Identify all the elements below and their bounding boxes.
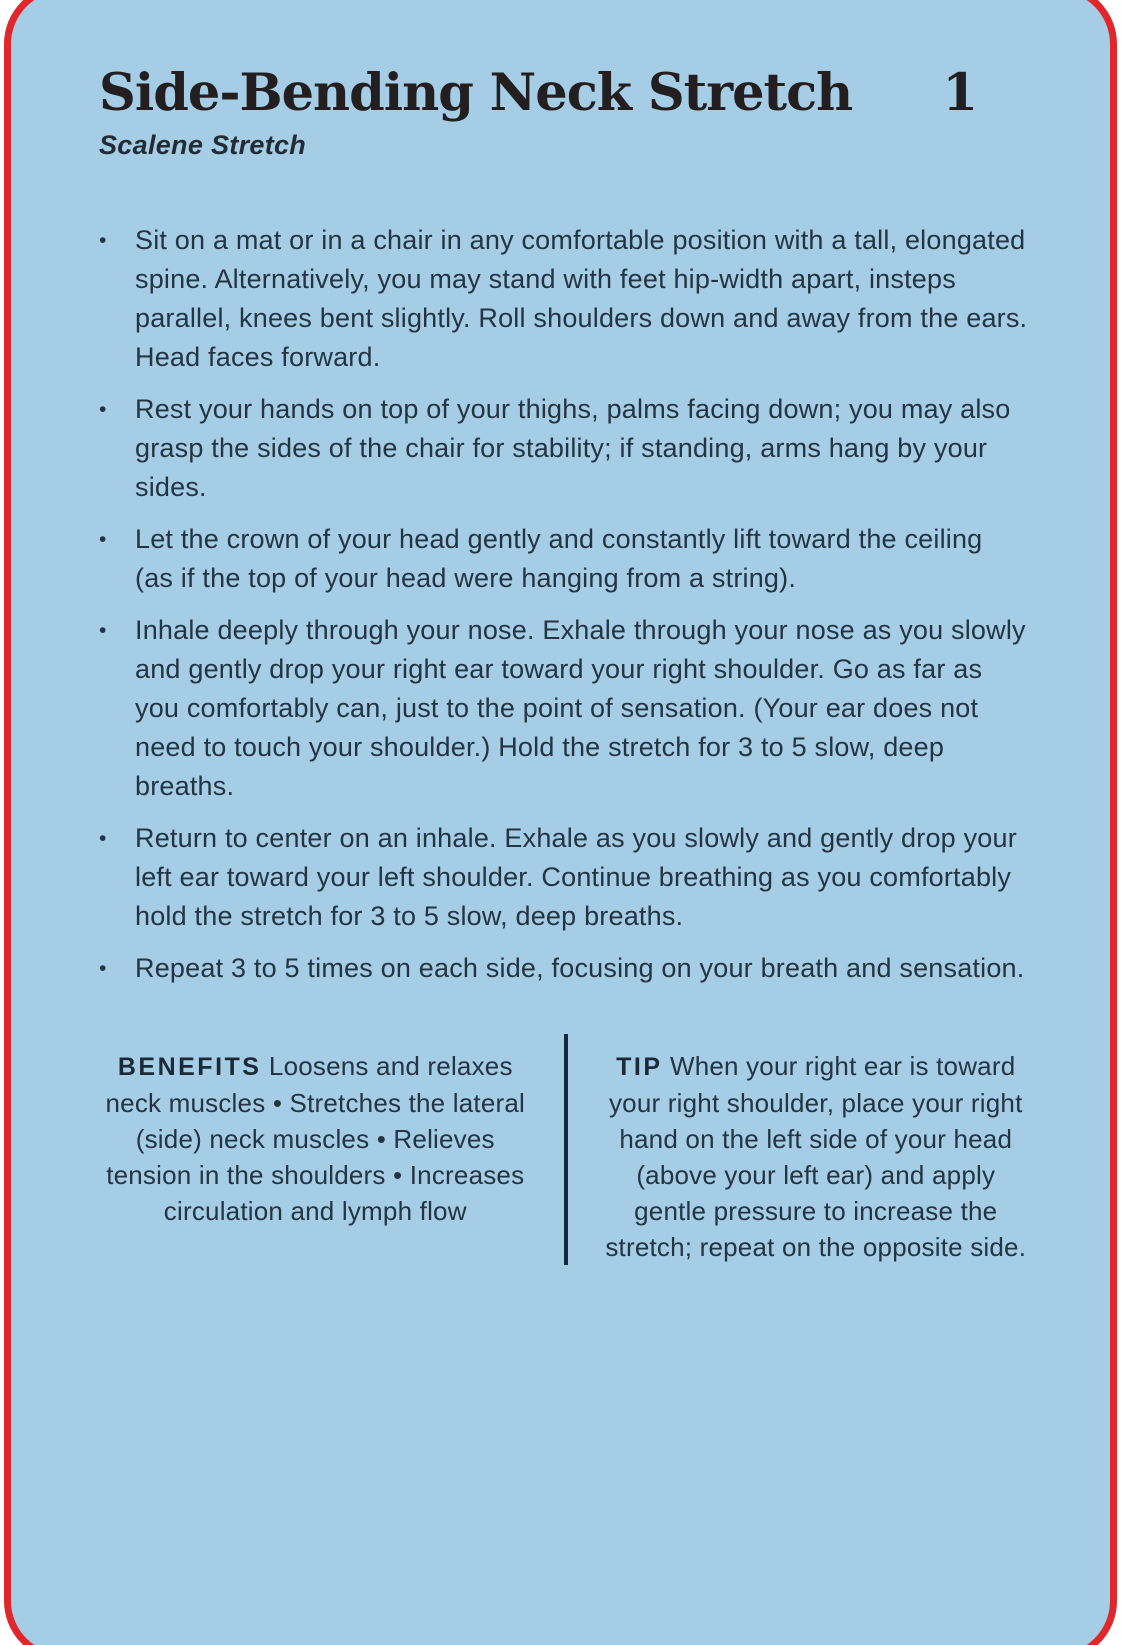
instruction-text: Inhale deeply through your nose. Exhale through your nose as you slowly and gently drop your right ear toward your right shoulder. Go as far as you comfortably can, just to the point of sensation. (Your ear does not need to touch your shoulder.) Hold the stretch for 3 to 5 slow, deep breaths. [135,615,1026,801]
list-item [99,949,1030,988]
bullet-icon: • [99,827,107,850]
list-item [99,611,1030,806]
instruction-text: Rest your hands on top of your thighs, palms facing down; you may also grasp the sides of the chair for stability; if standing, arms hang by your sides. [135,394,1011,502]
instruction-text: Return to center on an inhale. Exhale as you slowly and gently drop your left ear toward your left shoulder. Continue breathing as you comfortably hold the stretch for 3 to 5 slow, deep breaths. [135,823,1017,931]
bullet-icon: • [99,957,107,980]
page-title: Side-Bending Neck Stretch [99,63,853,123]
card-number: 1 [942,63,978,123]
card-header [99,65,1030,121]
list-item [99,520,1030,598]
instruction-text: Sit on a mat or in a chair in any comfortable position with a tall, elongated spine. Alternatively, you may stand with feet hip-width apart, insteps parallel, knees bent slightly. Roll shoulders down and away from the ears. Head faces forward. [135,225,1028,372]
benefits-block [99,1034,564,1265]
benefits-tip-section [99,1034,1030,1265]
bullet-icon: • [99,528,107,551]
bullet-icon: • [99,229,107,252]
bullet-icon: • [99,619,107,642]
bullet-icon: • [99,398,107,421]
benefits-text: Loosens and relaxes neck muscles • Stretches the lateral (side) neck muscles • Relieves tension in the shoulders • Increases circulation and lymph flow [105,1051,525,1226]
instruction-list [99,221,1030,988]
tip-label: TIP [616,1053,663,1081]
benefits-label: BENEFITS [117,1053,262,1081]
tip-block [568,1034,1031,1265]
exercise-card [4,0,1117,1645]
instruction-text: Repeat 3 to 5 times on each side, focusing on your breath and sensation. [135,953,1025,983]
tip-text: When your right ear is toward your right shoulder, place your right hand on the left side of your head (above your left ear) and apply gentle pressure to increase the stretch; repeat on the opposite side. [605,1051,1027,1262]
list-item [99,819,1030,936]
instruction-text: Let the crown of your head gently and constantly lift toward the ceiling (as if the top of your head were hanging from a string). [135,524,983,593]
list-item [99,221,1030,377]
list-item [99,390,1030,507]
card-content [99,0,1030,1645]
card-subtitle: Scalene Stretch [99,130,307,160]
